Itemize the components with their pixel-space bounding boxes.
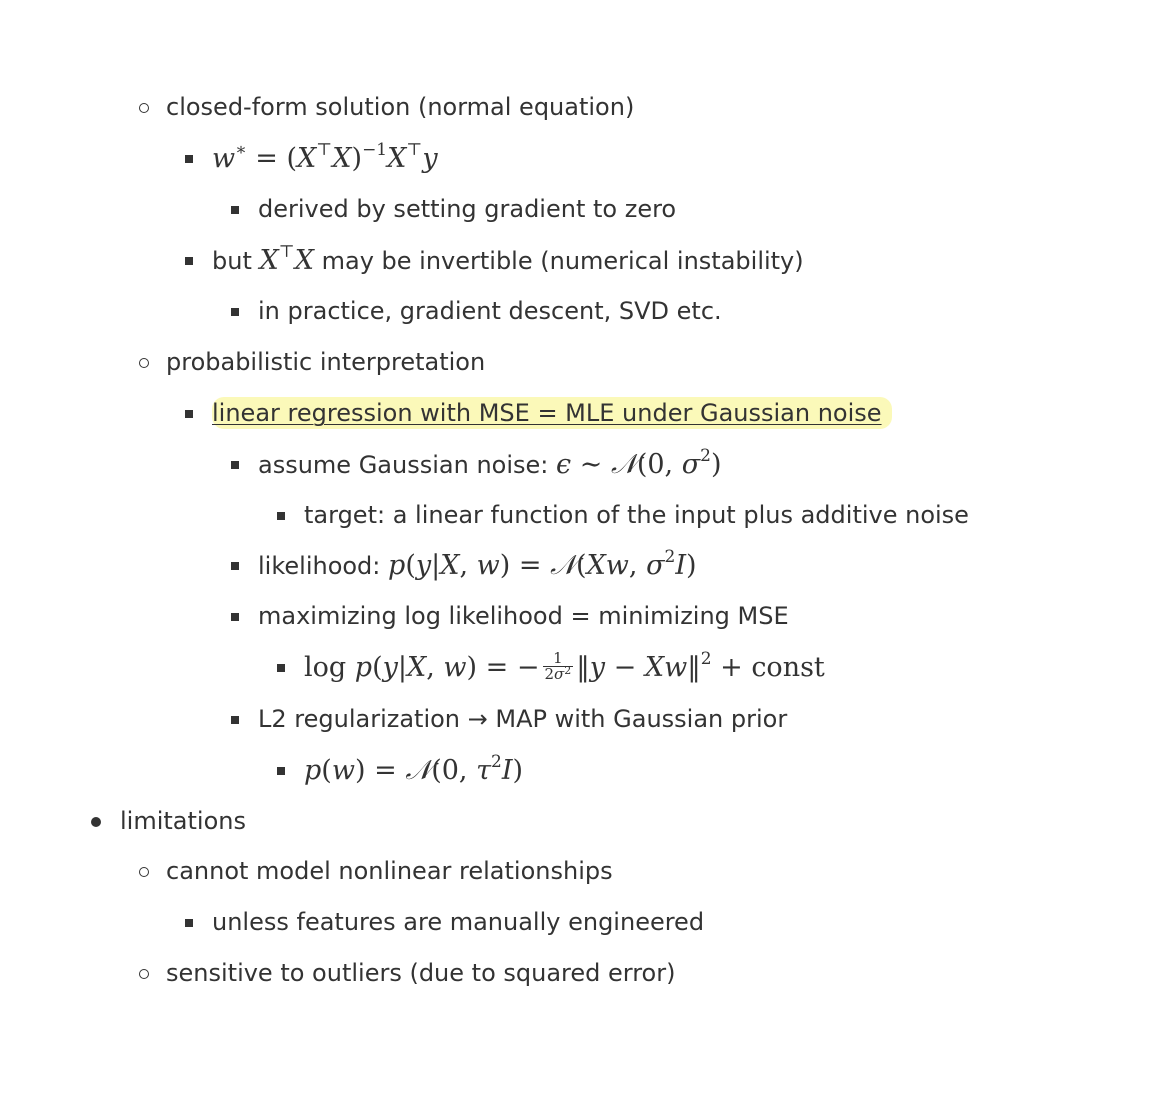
outline-text: assume Gaussian noise: [258,451,549,479]
highlighted-text: linear regression with MSE = MLE under Gaussian noise [212,397,892,429]
circle-bullet-icon [136,82,152,133]
square-bullet-icon [181,235,197,286]
outline-text: but [212,247,252,275]
outline-text: limitations [120,807,246,835]
outline-text: L2 regularization → MAP with Gaussian prior [258,705,788,733]
square-bullet-icon [227,439,243,490]
likelihood-formula: p(y|X, w) = 𝒩(Xw, $\sigma^2I$) [388,547,697,581]
outline-text: target: a linear function of the input plus additive noise [304,501,969,529]
outline-text-group [212,235,804,287]
square-bullet-icon [227,694,243,745]
xtx-formula: X⊤X [259,242,314,276]
prior-formula: p(w) = 𝒩(0, $\tau^2I$) [304,752,524,786]
square-bullet-icon [181,388,197,439]
outline-text: cannot model nonlinear relationships [166,857,613,885]
outline-text: likelihood: [258,552,381,580]
highlighted-text-group [212,388,892,439]
square-bullet-icon [181,133,197,184]
log-likelihood-formula: log p(y|X, w) = − $\frac{1}{2\sigma^2}$ ‖y − Xw‖$^2$ + const [304,649,825,683]
noise-formula: ϵ ∼ 𝒩(0, $\sigma^2$) [556,446,722,480]
square-bullet-icon [273,490,289,541]
square-bullet-icon [227,540,243,591]
outline-text-group [258,439,722,491]
normal-equation-formula: $w^∗ = (X^⊤X)^{-1}X^⊤y$ [212,140,438,174]
outline-text-group [258,540,697,592]
circle-bullet-icon [136,948,152,999]
disc-bullet-icon [88,796,104,847]
square-bullet-icon [273,642,289,693]
square-bullet-icon [227,184,243,235]
outline-text: may be invertible (numerical instability) [321,247,804,275]
square-bullet-icon [227,591,243,642]
outline-text: in practice, gradient descent, SVD etc. [258,297,722,325]
square-bullet-icon [273,745,289,796]
outline-text: unless features are manually engineered [212,908,705,936]
outline-text: closed-form solution (normal equation) [166,93,635,121]
square-bullet-icon [181,897,197,948]
square-bullet-icon [227,286,243,337]
circle-bullet-icon [136,846,152,897]
circle-bullet-icon [136,337,152,388]
outline-text: probabilistic interpretation [166,348,486,376]
outline-text: maximizing log likelihood = minimizing MSE [258,602,789,630]
outline-text: derived by setting gradient to zero [258,195,677,223]
outline-text: sensitive to outliers (due to squared error) [166,959,676,987]
